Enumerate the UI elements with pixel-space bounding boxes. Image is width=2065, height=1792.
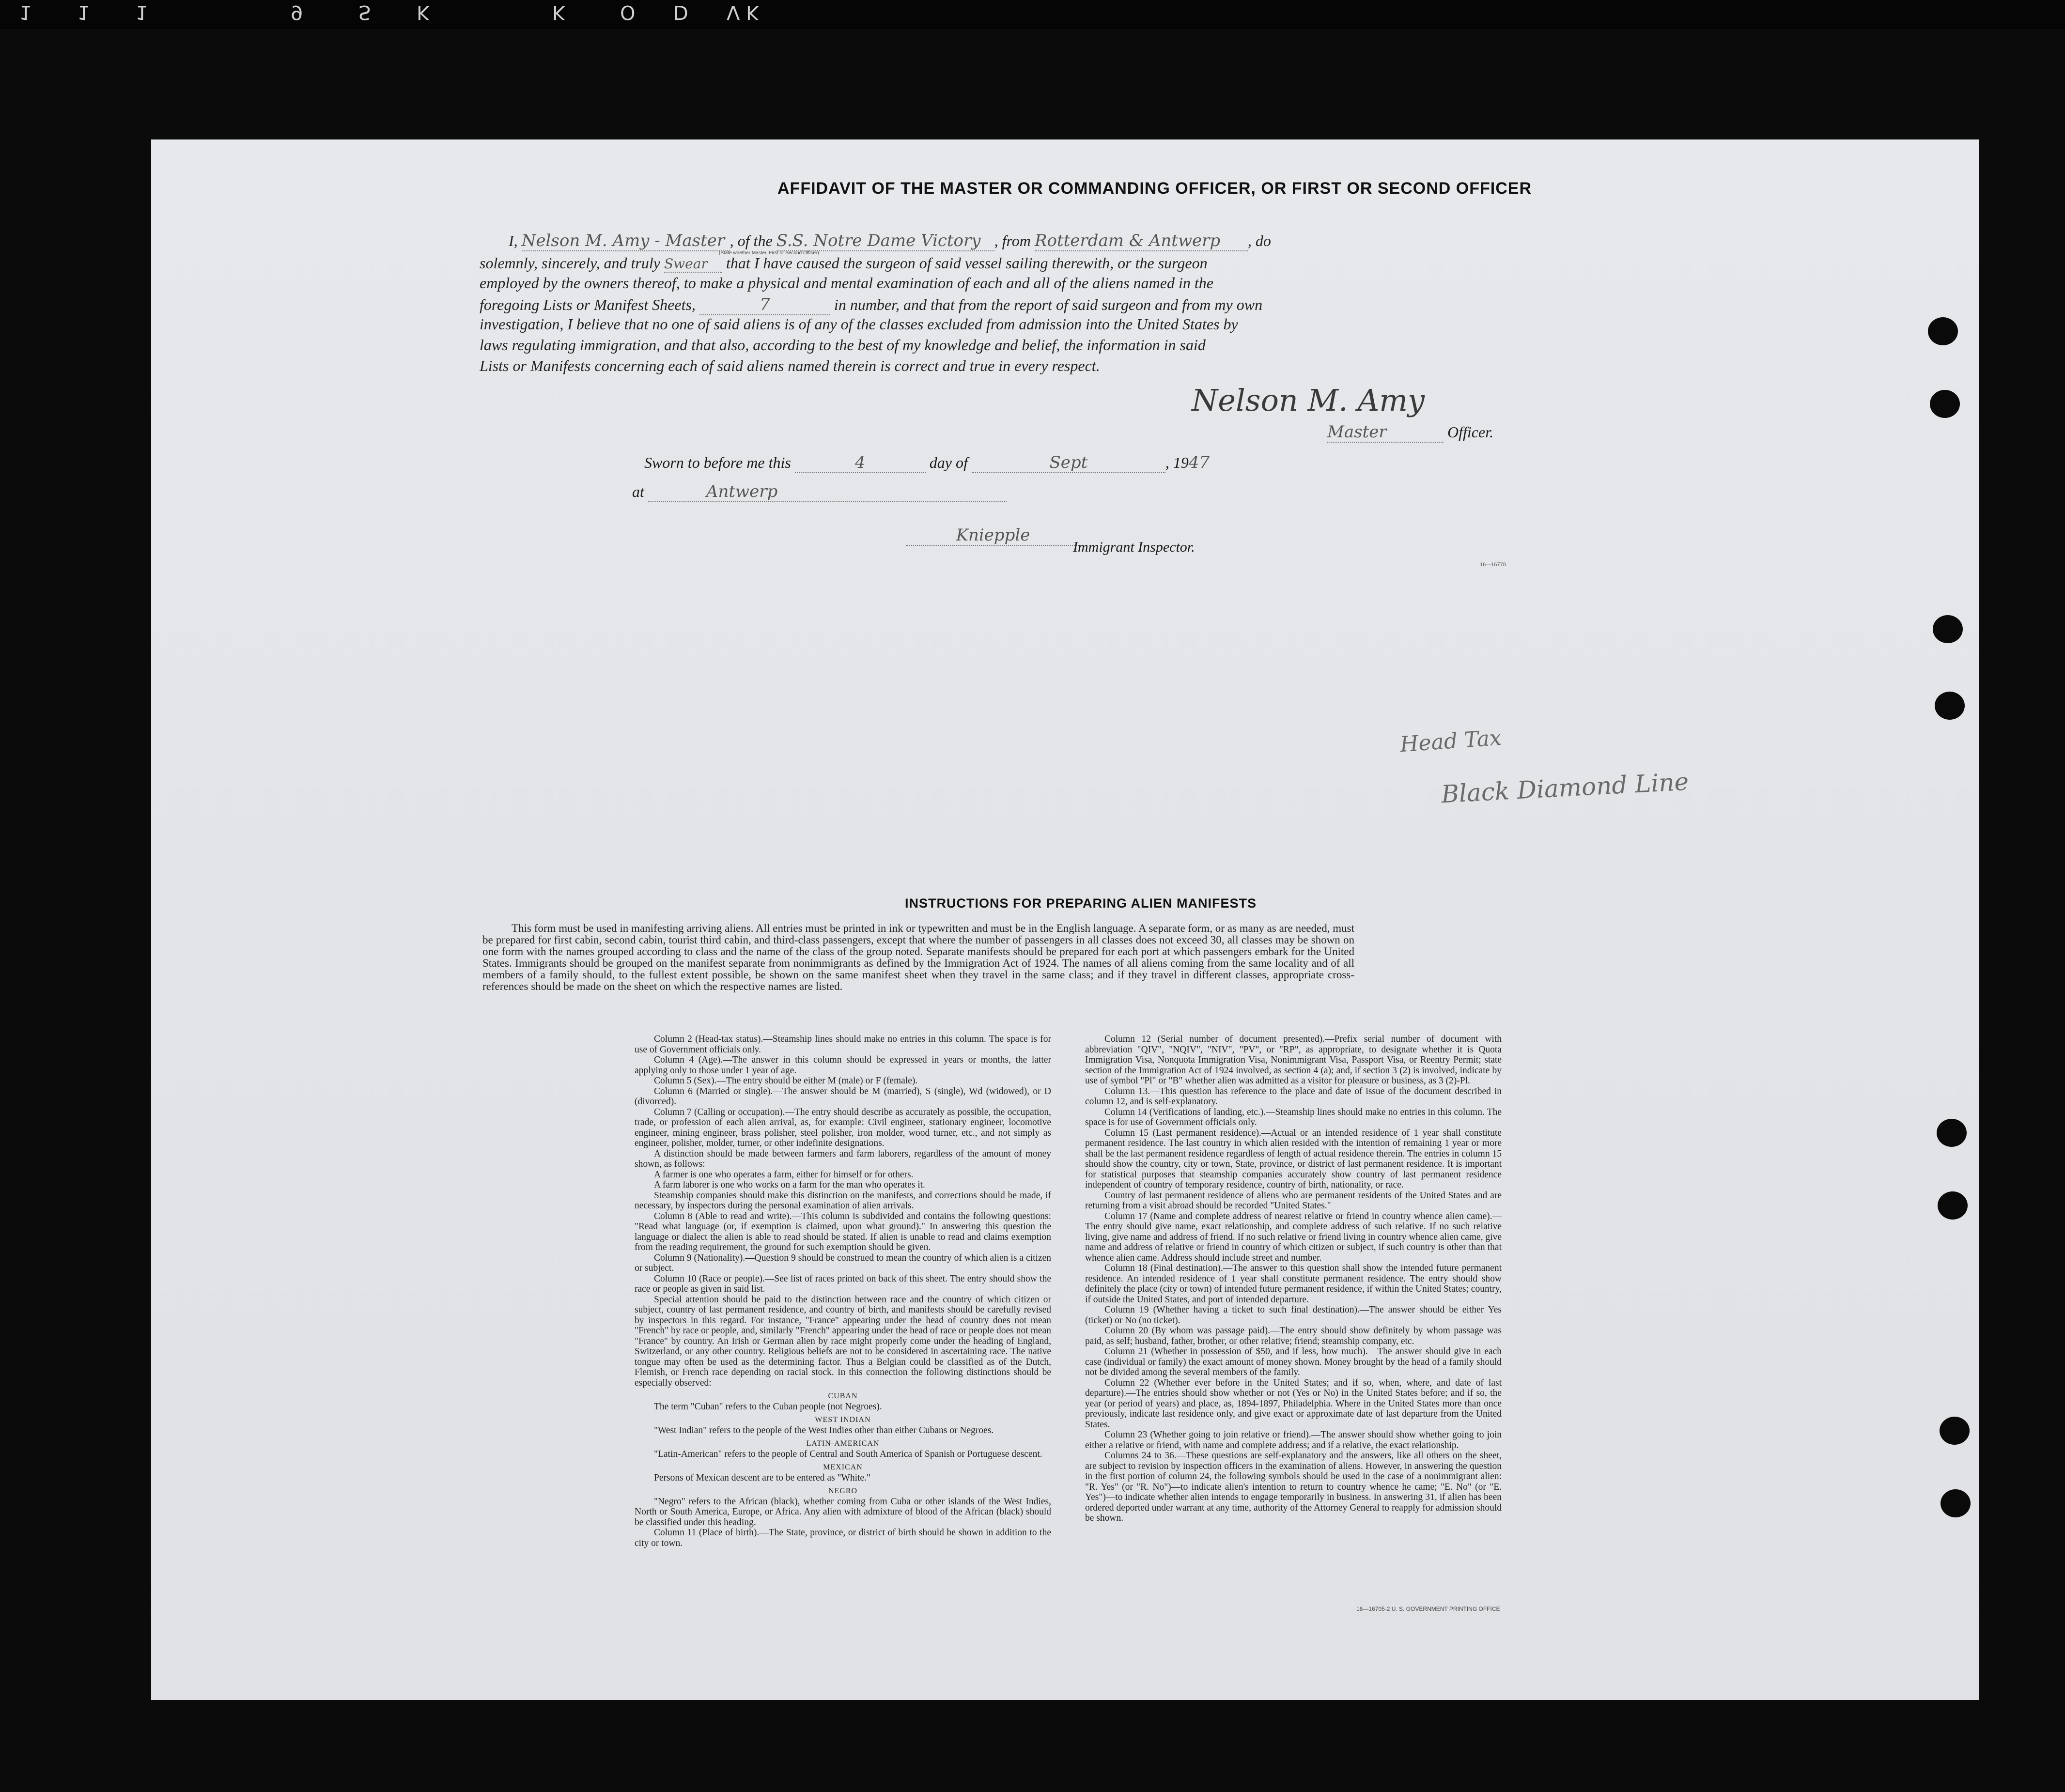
race-definition: Persons of Mexican descent are to be entered as "White." <box>654 1472 870 1483</box>
binder-hole <box>1935 692 1965 720</box>
sworn-year: 47 <box>1188 453 1210 472</box>
film-edge-mark: V <box>727 1 743 23</box>
instruction-paragraph: Column 8 (Able to read and write).—This column is subdivided and contains the following questions: "Read what language (or, if exemption is claimed, upon what ground)." In answering this question the language or dialect the alien is able to read should be stated. If alien is unable to read and claims exemption from the reading requirement, the ground for such exemption should be given. <box>635 1211 1051 1252</box>
departure-ports: Rotterdam & Antwerp <box>1035 231 1248 251</box>
instruction-paragraph: Column 22 (Whether ever before in the United States; and if so, when, where, and date of last departure).—The entries should show whether or not (Yes or No) in the United States before; and if so, the year (or period of years) and place, as, 1894-1897, Philadelphia. Where in the United States more than once previously, indicate last residence only, and give exact or approximate date of last departure from the United States. <box>1085 1377 1502 1430</box>
binder-hole <box>1928 317 1958 345</box>
affidavit-line-5: investigation, I believe that no one of said aliens is of any of the classes excluded from admission into the United States by <box>480 315 1238 333</box>
instruction-paragraph: Steamship companies should make this distinction on the manifests, and corrections should be made, if necessary, by inspectors during the personal examination of alien arrivals. <box>635 1190 1051 1211</box>
officer-rank-caption: (State whether Master, First or Second Officer) <box>719 250 819 256</box>
instructions-left-column <box>635 1034 1051 1548</box>
binder-hole <box>1941 1489 1971 1517</box>
race-definition: "West Indian" refers to the people of the West Indies other than either Cubans or Negroes. <box>654 1425 994 1436</box>
day-of-label: day of <box>929 454 968 471</box>
of-the-label: , of the <box>730 232 773 249</box>
form-number: 16—16778 <box>1480 562 1506 568</box>
race-heading: LATIN-AMERICAN <box>806 1439 880 1448</box>
line-4-suffix: in number, and that from the report of said surgeon and from my own <box>834 296 1263 313</box>
head-tax-note: Head Tax <box>1399 725 1503 757</box>
instruction-paragraph: Column 15 (Last permanent residence).—Actual or an intended residence of 1 year shall constitute permanent residence. The last country in which alien resided with the intention of remaining 1 year or more shall be the last permanent residence regardless of length of actual residence therein. The entries in column 15 should show the country, city or town, State, province, or district of last permanent residence. It is important for statistical purposes that steamship companies accurately show country of last permanent residence independent of country of temporary residence, country of birth, nationality, or race. <box>1085 1128 1502 1190</box>
film-edge-mark: 1 <box>136 1 151 23</box>
inspector-line <box>906 525 1080 546</box>
affidavit-line-6: laws regulating immigration, and that also, according to the best of my knowledge and belief, the information in said <box>480 336 1206 354</box>
vessel-name: S.S. Notre Dame Victory <box>776 231 994 251</box>
affidavit-title: AFFIDAVIT OF THE MASTER OR COMMANDING OFFICER, OR FIRST OR SECOND OFFICER <box>777 179 1532 198</box>
instruction-paragraph: Column 20 (By whom was passage paid).—The entry should show definitely by whom passage was paid, as self; husband, father, brother, or other relative; friend; steamship company, etc. <box>1085 1326 1502 1346</box>
year-prefix: , 19 <box>1165 454 1189 471</box>
film-edge-mark: K <box>552 1 568 23</box>
race-definition: "Negro" refers to the African (black), whether coming from Cuba or other islands of the West Indies, North or South America, Europe, or Africa. Any alien with admixture of blood of the African (black) should be classified under this heading. <box>635 1496 1051 1528</box>
race-heading: CUBAN <box>828 1392 858 1400</box>
instruction-paragraph: Column 9 (Nationality).—Question 9 should be construed to mean the country of which alien is a citizen or subject. <box>635 1252 1051 1273</box>
instruction-paragraph: Column 21 (Whether in possession of $50, and if less, how much).—The answer should give in each case (individual or family) the exact amount of money shown. Money brought by the head of a family should not be divided among the several members of the family. <box>1085 1346 1502 1377</box>
film-edge-mark: D <box>673 1 691 23</box>
affidavit-line-2 <box>480 254 1208 273</box>
race-definition: "Latin-American" refers to the people of Central and South America of Spanish or Portuguese descent. <box>654 1449 1042 1459</box>
inspector-signature: Kniepple <box>906 525 1080 546</box>
race-heading: MEXICAN <box>823 1463 863 1471</box>
from-label: , from <box>994 232 1031 249</box>
instruction-paragraph: Special attention should be paid to the distinction between race and the country of which citizen or subject, country of last permanent residence, and country of birth, and manifests should be carefully revised by inspectors in this regard. For instance, "France" appearing under the head of country does not mean "French" by race or people, and, similarly "French" appearing under the head of race or people does not mean "France" by country. An Irish or German alien by race might properly come under the heading of England, Switzerland, or any other country. Religious beliefs are not to be considered in ascertaining race. The native tongue may often be used as the determining factor. Thus a Belgian could be classified as of the Dutch, Flemish, or French race depending on racial stock. In this connection the following distinctions should be especially observed: <box>635 1294 1051 1388</box>
sworn-place: Antwerp <box>648 482 1007 502</box>
instructions-title: INSTRUCTIONS FOR PREPARING ALIEN MANIFESTS <box>905 896 1257 911</box>
instruction-paragraph: Column 11 (Place of birth).—The State, province, or district of birth should be shown in addition to the city or town. <box>635 1528 1051 1548</box>
instruction-paragraph: Columns 24 to 36.—These questions are self-explanatory and the answers, like all others on the sheet, are subject to revision by inspection officers in the examination of aliens. However, in answering the question in the first portion of column 24, the following symbols should be used in the case of a nonimmigrant alien: "R. Yes" (or "R. No")—to indicate alien's intention to return to country whence he came; "E. No" (or "E. Yes")—to indicate whether alien intends to engage temporarily in business. In answering 31, if alien has been ordered deported under warrant at any time, authority of the Attorney General to reapply for admission should be shown. <box>1085 1451 1502 1523</box>
at-label: at <box>632 483 644 500</box>
officer-suffix: Officer. <box>1447 423 1494 441</box>
line-2-text: that I have caused the surgeon of said vessel sailing therewith, or the surgeon <box>726 254 1208 272</box>
instruction-paragraph: Column 14 (Verifications of landing, etc.).—Steamship lines should make no entries in this column. The space is for use of Government officials only. <box>1085 1107 1502 1128</box>
master-signature: Nelson M. Amy <box>1192 383 1425 418</box>
instruction-paragraph: Column 19 (Whether having a ticket to such final destination).—The answer should be either Yes (ticket) or No (no ticket). <box>1085 1305 1502 1326</box>
instruction-paragraph: Column 12 (Serial number of document presented).—Prefix serial number of document with abbreviation "QIV", "NQIV", "NIV", "PV", or "RP", as appropriate, to designate whether it is Quota Immigration Visa, Nonquota Immigration Visa, Nonimmigrant Visa, Passport Visa, or Reentry Permit; state section of the Immigration Act of 1924 involved, as section 4 (a); and, if section 3 (2) is involved, indicate by use of symbol "Pl" or "B" whether alien was admitted as a visitor for pleasure or business, as 3 (2)-Pl. <box>1085 1034 1502 1086</box>
instructions-intro: This form must be used in manifesting arriving aliens. All entries must be printed in ink or typewritten and must be in the English language. A separate form, or as many as are needed, must be prepared for first cabin, second cabin, tourist third cabin, and third-class passengers, except that where the number of passengers in all classes does not exceed 30, all classes may be shown on one form with the names grouped according to class and the name of the class of the group noted. Separate manifests should be prepared for each port at which passengers embark for the United States. Immigrants should be grouped on the manifest separate from nonimmigrants as defined by the Immigration Act of 1924. The names of all aliens coming from the same locality and of all members of a family should, to the fullest extent possible, be shown on the same manifest sheet when they travel in the same class; and if they travel in different classes, appropriate cross-references should be made on the sheet on which the respective names are listed. <box>482 922 1354 992</box>
film-edge-mark: 1 <box>78 1 93 23</box>
affidavit-line-3: employed by the owners thereof, to make a physical and mental examination of each and all of the aliens named in the <box>480 274 1213 292</box>
instruction-paragraph: Column 5 (Sex).—The entry should be either M (male) or F (female). <box>654 1076 918 1086</box>
affidavit-pronoun: I, <box>509 232 518 249</box>
affidavit-line-7: Lists or Manifests concerning each of said aliens named therein is correct and true in every respect. <box>480 357 1100 374</box>
instruction-paragraph: Column 4 (Age).—The answer in this column should be expressed in years or months, the latter applying only to those under 1 year of age. <box>635 1055 1051 1076</box>
instruction-paragraph: Column 13.—This question has reference to the place and date of issue of the document described in column 12, and is self-explanatory. <box>1085 1086 1502 1107</box>
affidavit-line-1 <box>480 231 1271 251</box>
race-definition: The term "Cuban" refers to the Cuban people (not Negroes). <box>654 1401 882 1412</box>
film-edge-mark: K <box>417 1 433 23</box>
instruction-paragraph: A distinction should be made between farmers and farm laborers, regardless of the amount of money shown, as follows: <box>635 1148 1051 1169</box>
inspector-label: Immigrant Inspector. <box>1073 539 1195 555</box>
film-edge-mark: K <box>746 1 762 23</box>
line-4-prefix: foregoing Lists or Manifest Sheets, <box>480 296 696 313</box>
race-heading: NEGRO <box>828 1487 858 1495</box>
binder-hole <box>1937 1119 1967 1147</box>
do-label: , do <box>1247 232 1271 249</box>
binder-hole <box>1940 1417 1970 1445</box>
officer-rank-line <box>1327 422 1493 443</box>
binder-hole <box>1933 615 1963 643</box>
instructions-right-column <box>1085 1034 1502 1524</box>
officer-title: Master <box>1327 422 1444 443</box>
film-edge-mark: 9 <box>291 1 306 23</box>
instruction-paragraph: A farm laborer is one who works on a farm for the man who operates it. <box>654 1180 925 1190</box>
instruction-paragraph: Column 10 (Race or people).—See list of races printed on back of this sheet. The entry should show the race or people as given in said list. <box>635 1273 1051 1294</box>
solemnly-label: solemnly, sincerely, and truly <box>480 254 660 272</box>
sworn-day: 4 <box>795 453 926 473</box>
sworn-month: Sept <box>972 453 1165 473</box>
sheet-count: 7 <box>699 295 830 315</box>
line-name-note: Black Diamond Line <box>1440 767 1690 809</box>
instruction-paragraph: Column 7 (Calling or occupation).—The entry should describe as accurately as possible, the occupation, trade, or profession of each alien arrival, as, for example: Civil engineer, stationary engineer, locomotive engineer, mining engineer, brass polisher, steel polisher, iron molder, wood turner, etc., and not simply as engineer, polisher, molder, turner, or other indefinite designations. <box>635 1107 1051 1148</box>
film-edge-mark: S <box>358 1 374 23</box>
film-edge-mark: 1 <box>19 1 35 23</box>
instruction-paragraph: A farmer is one who operates a farm, either for himself or for others. <box>654 1169 914 1180</box>
film-edge-mark: O <box>620 1 638 23</box>
binder-hole <box>1930 390 1960 418</box>
sworn-label: Sworn to before me this <box>644 454 791 471</box>
race-heading: WEST INDIAN <box>815 1416 871 1424</box>
place-line <box>632 482 1007 502</box>
swear-word: Swear <box>664 256 722 273</box>
instruction-paragraph: Column 2 (Head-tax status).—Steamship lines should make no entries in this column. The space is for use of Government officials only. <box>635 1034 1051 1055</box>
printing-office-footer: 16—16705-2 U. S. GOVERNMENT PRINTING OFFICE <box>1356 1606 1500 1612</box>
sworn-line <box>644 453 1210 473</box>
instruction-paragraph: Column 23 (Whether going to join relative or friend).—The answer should show whether going to join either a relative or friend, with name and complete address; and if a relative, the exact relationship. <box>1085 1430 1502 1451</box>
instruction-paragraph: Column 6 (Married or single).—The answer should be M (married), S (single), Wd (widowed), or D (divorced). <box>635 1086 1051 1107</box>
instruction-paragraph: Column 18 (Final destination).—The answer to this question shall show the intended future permanent residence. An intended residence of 1 year shall constitute permanent residence. The entry should show definitely the place (city or town) of intended future permanent residence, if within the United States; country, if outside the United States, and port of intended departure. <box>1085 1263 1502 1305</box>
film-edge-strip <box>0 0 2065 29</box>
affidavit-line-4 <box>480 295 1262 315</box>
instruction-paragraph: Column 17 (Name and complete address of nearest relative or friend in country whence alien came).—The entry should give name, exact relationship, and complete address of such relative. If no such relative living, give name and address of friend. If no such relative or friend living in country whence alien came, give name and address of relative or friend in country of which citizen or subject, if such country is other than that whence alien came. Address should include street and number. <box>1085 1211 1502 1263</box>
instruction-paragraph: Country of last permanent residence of aliens who are permanent residents of the United States and are returning from a visit abroad should be recorded "United States." <box>1085 1190 1502 1211</box>
binder-hole <box>1938 1191 1968 1220</box>
officer-name: Nelson M. Amy - Master <box>522 231 730 251</box>
